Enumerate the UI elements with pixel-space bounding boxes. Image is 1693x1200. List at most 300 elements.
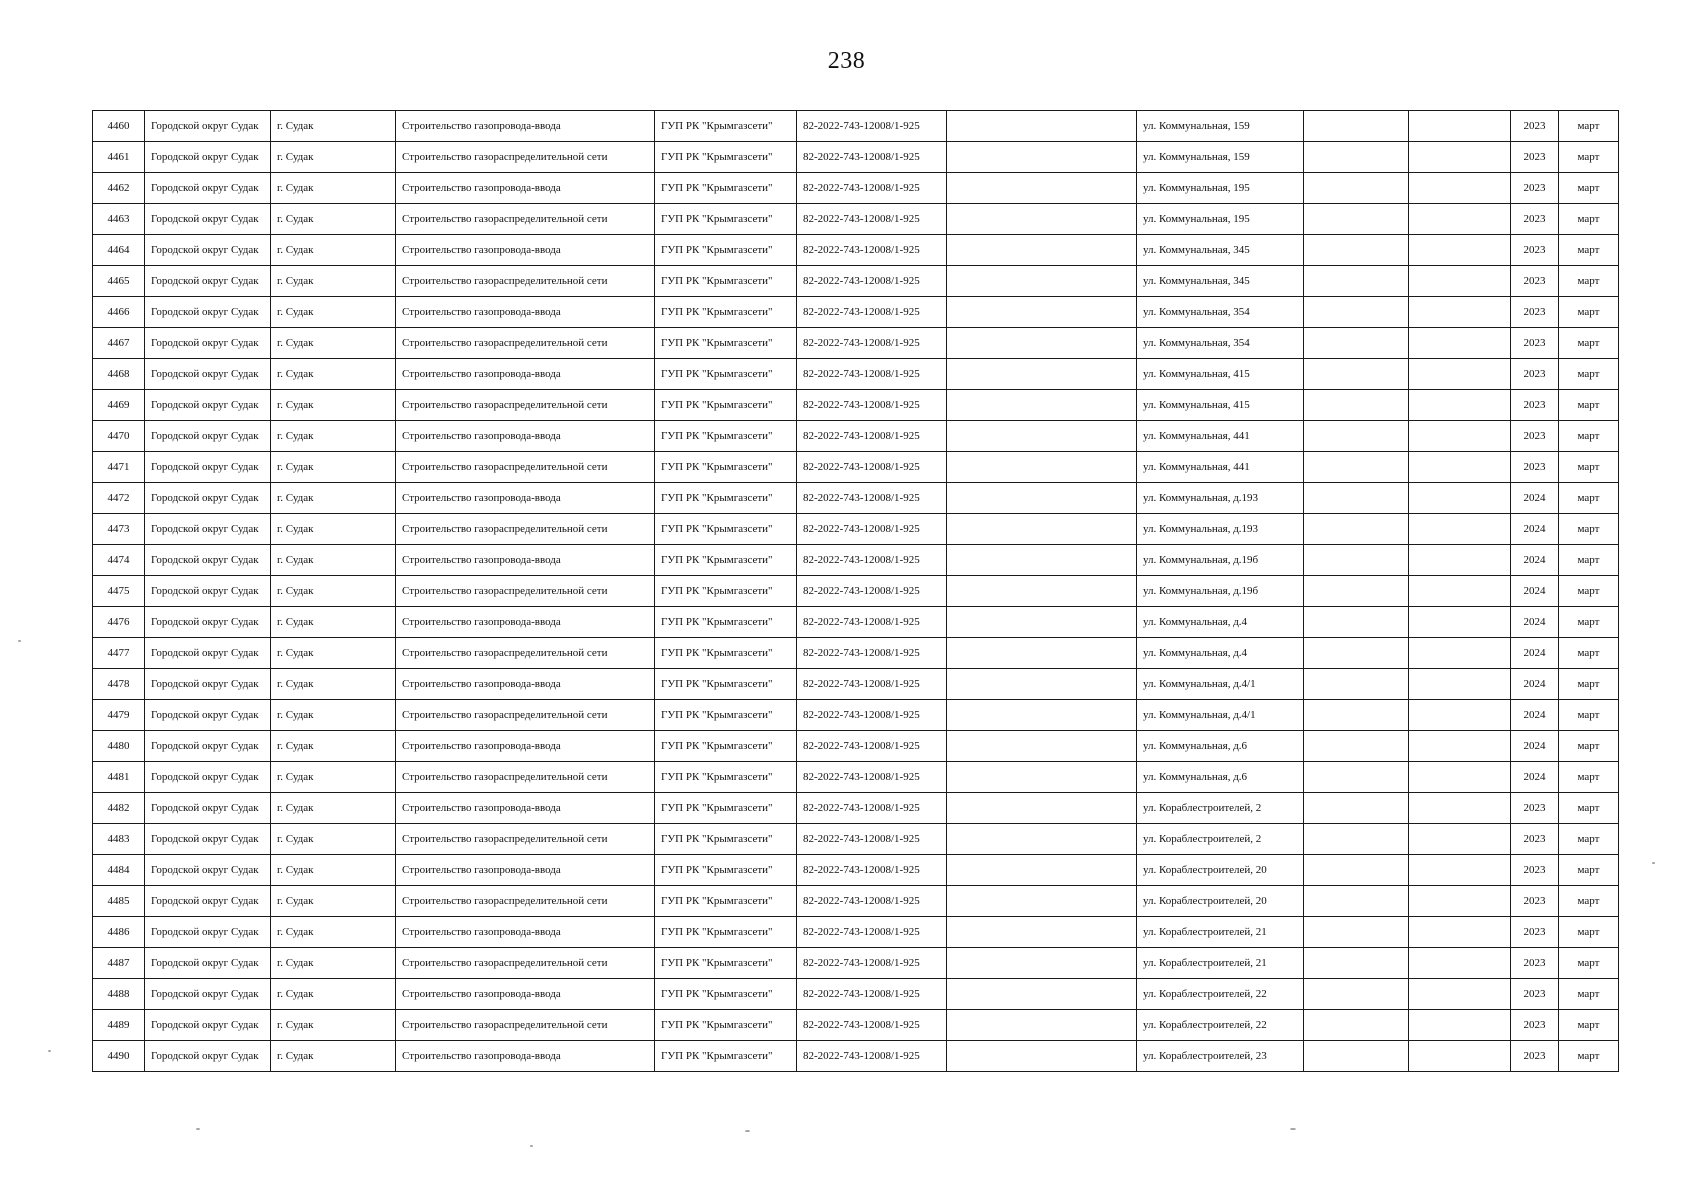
empty-cell <box>1409 979 1511 1010</box>
empty-cell <box>947 545 1137 576</box>
address-cell: ул. Коммунальная, 345 <box>1137 235 1304 266</box>
address-cell: ул. Коммунальная, 415 <box>1137 359 1304 390</box>
month-cell: март <box>1559 545 1619 576</box>
empty-cell <box>947 111 1137 142</box>
program-code-cell: 82-2022-743-12008/1-925 <box>797 452 947 483</box>
program-code-cell: 82-2022-743-12008/1-925 <box>797 173 947 204</box>
organization-cell: ГУП РК "Крымгазсети" <box>655 297 797 328</box>
district-cell: Городской округ Судак <box>145 359 271 390</box>
organization-cell: ГУП РК "Крымгазсети" <box>655 235 797 266</box>
page-number: 238 <box>827 48 866 74</box>
empty-cell <box>947 824 1137 855</box>
city-cell: г. Судак <box>271 886 396 917</box>
month-cell: март <box>1559 886 1619 917</box>
empty-cell <box>947 483 1137 514</box>
organization-cell: ГУП РК "Крымгазсети" <box>655 576 797 607</box>
empty-cell <box>947 762 1137 793</box>
organization-cell: ГУП РК "Крымгазсети" <box>655 266 797 297</box>
empty-cell <box>1304 793 1409 824</box>
table-row <box>93 855 1619 886</box>
address-cell: ул. Кораблестроителей, 20 <box>1137 886 1304 917</box>
year-cell: 2023 <box>1511 421 1559 452</box>
district-cell: Городской округ Судак <box>145 483 271 514</box>
organization-cell: ГУП РК "Крымгазсети" <box>655 390 797 421</box>
empty-cell <box>1409 607 1511 638</box>
empty-cell <box>947 886 1137 917</box>
district-cell: Городской округ Судак <box>145 111 271 142</box>
work-type-cell: Строительство газопровода-ввода <box>396 421 655 452</box>
city-cell: г. Судак <box>271 638 396 669</box>
empty-cell <box>1304 390 1409 421</box>
address-cell: ул. Коммунальная, д.6 <box>1137 762 1304 793</box>
row-number: 4481 <box>93 762 145 793</box>
program-code-cell: 82-2022-743-12008/1-925 <box>797 793 947 824</box>
empty-cell <box>1304 886 1409 917</box>
year-cell: 2023 <box>1511 111 1559 142</box>
city-cell: г. Судак <box>271 452 396 483</box>
empty-cell <box>1304 1010 1409 1041</box>
row-number: 4473 <box>93 514 145 545</box>
table-row <box>93 700 1619 731</box>
work-type-cell: Строительство газораспределительной сети <box>396 576 655 607</box>
empty-cell <box>1409 297 1511 328</box>
district-cell: Городской округ Судак <box>145 607 271 638</box>
district-cell: Городской округ Судак <box>145 576 271 607</box>
district-cell: Городской округ Судак <box>145 266 271 297</box>
district-cell: Городской округ Судак <box>145 886 271 917</box>
address-cell: ул. Коммунальная, д.4 <box>1137 638 1304 669</box>
district-cell: Городской округ Судак <box>145 545 271 576</box>
organization-cell: ГУП РК "Крымгазсети" <box>655 1041 797 1072</box>
empty-cell <box>1409 142 1511 173</box>
program-code-cell: 82-2022-743-12008/1-925 <box>797 731 947 762</box>
month-cell: март <box>1559 297 1619 328</box>
year-cell: 2023 <box>1511 173 1559 204</box>
year-cell: 2024 <box>1511 669 1559 700</box>
empty-cell <box>947 390 1137 421</box>
city-cell: г. Судак <box>271 390 396 421</box>
work-type-cell: Строительство газопровода-ввода <box>396 979 655 1010</box>
empty-cell <box>1409 545 1511 576</box>
empty-cell <box>947 1041 1137 1072</box>
empty-cell <box>947 638 1137 669</box>
address-cell: ул. Кораблестроителей, 22 <box>1137 979 1304 1010</box>
organization-cell: ГУП РК "Крымгазсети" <box>655 421 797 452</box>
district-cell: Городской округ Судак <box>145 142 271 173</box>
organization-cell: ГУП РК "Крымгазсети" <box>655 204 797 235</box>
month-cell: март <box>1559 793 1619 824</box>
address-cell: ул. Коммунальная, д.19б <box>1137 545 1304 576</box>
city-cell: г. Судак <box>271 328 396 359</box>
organization-cell: ГУП РК "Крымгазсети" <box>655 886 797 917</box>
empty-cell <box>1409 173 1511 204</box>
empty-cell <box>947 607 1137 638</box>
city-cell: г. Судак <box>271 917 396 948</box>
table-row <box>93 514 1619 545</box>
city-cell: г. Судак <box>271 173 396 204</box>
district-cell: Городской округ Судак <box>145 235 271 266</box>
empty-cell <box>1304 700 1409 731</box>
program-code-cell: 82-2022-743-12008/1-925 <box>797 824 947 855</box>
city-cell: г. Судак <box>271 979 396 1010</box>
month-cell: март <box>1559 824 1619 855</box>
program-code-cell: 82-2022-743-12008/1-925 <box>797 855 947 886</box>
work-type-cell: Строительство газораспределительной сети <box>396 328 655 359</box>
organization-cell: ГУП РК "Крымгазсети" <box>655 607 797 638</box>
table-row <box>93 1041 1619 1072</box>
row-number: 4479 <box>93 700 145 731</box>
table-row <box>93 1010 1619 1041</box>
row-number: 4477 <box>93 638 145 669</box>
row-number: 4478 <box>93 669 145 700</box>
address-cell: ул. Кораблестроителей, 21 <box>1137 948 1304 979</box>
row-number: 4460 <box>93 111 145 142</box>
work-type-cell: Строительство газопровода-ввода <box>396 483 655 514</box>
program-code-cell: 82-2022-743-12008/1-925 <box>797 390 947 421</box>
table-row <box>93 483 1619 514</box>
row-number: 4482 <box>93 793 145 824</box>
work-type-cell: Строительство газопровода-ввода <box>396 297 655 328</box>
district-cell: Городской округ Судак <box>145 855 271 886</box>
district-cell: Городской округ Судак <box>145 638 271 669</box>
address-cell: ул. Кораблестроителей, 22 <box>1137 1010 1304 1041</box>
district-cell: Городской округ Судак <box>145 421 271 452</box>
work-type-cell: Строительство газораспределительной сети <box>396 824 655 855</box>
table-row <box>93 886 1619 917</box>
program-code-cell: 82-2022-743-12008/1-925 <box>797 514 947 545</box>
address-cell: ул. Коммунальная, 159 <box>1137 142 1304 173</box>
year-cell: 2024 <box>1511 700 1559 731</box>
work-type-cell: Строительство газораспределительной сети <box>396 390 655 421</box>
scan-speck <box>1652 862 1655 864</box>
empty-cell <box>1304 421 1409 452</box>
address-cell: ул. Коммунальная, д.19б <box>1137 576 1304 607</box>
work-type-cell: Строительство газопровода-ввода <box>396 1041 655 1072</box>
empty-cell <box>1304 142 1409 173</box>
empty-cell <box>947 669 1137 700</box>
address-cell: ул. Кораблестроителей, 2 <box>1137 824 1304 855</box>
city-cell: г. Судак <box>271 576 396 607</box>
scan-speck <box>48 1050 51 1052</box>
empty-cell <box>1304 514 1409 545</box>
scan-speck <box>18 640 21 642</box>
month-cell: март <box>1559 669 1619 700</box>
city-cell: г. Судак <box>271 762 396 793</box>
empty-cell <box>1409 731 1511 762</box>
month-cell: март <box>1559 1041 1619 1072</box>
table-row <box>93 111 1619 142</box>
year-cell: 2023 <box>1511 297 1559 328</box>
row-number: 4488 <box>93 979 145 1010</box>
year-cell: 2024 <box>1511 514 1559 545</box>
empty-cell <box>1409 700 1511 731</box>
year-cell: 2023 <box>1511 886 1559 917</box>
empty-cell <box>1304 111 1409 142</box>
row-number: 4462 <box>93 173 145 204</box>
row-number: 4480 <box>93 731 145 762</box>
program-code-cell: 82-2022-743-12008/1-925 <box>797 266 947 297</box>
empty-cell <box>1409 1010 1511 1041</box>
empty-cell <box>947 328 1137 359</box>
row-number: 4467 <box>93 328 145 359</box>
work-type-cell: Строительство газораспределительной сети <box>396 452 655 483</box>
empty-cell <box>1304 483 1409 514</box>
address-cell: ул. Коммунальная, 354 <box>1137 297 1304 328</box>
address-cell: ул. Коммунальная, 345 <box>1137 266 1304 297</box>
row-number: 4475 <box>93 576 145 607</box>
city-cell: г. Судак <box>271 1041 396 1072</box>
district-cell: Городской округ Судак <box>145 762 271 793</box>
empty-cell <box>1409 824 1511 855</box>
district-cell: Городской округ Судак <box>145 328 271 359</box>
organization-cell: ГУП РК "Крымгазсети" <box>655 824 797 855</box>
scan-speck <box>196 1128 200 1130</box>
empty-cell <box>1304 979 1409 1010</box>
empty-cell <box>947 266 1137 297</box>
year-cell: 2023 <box>1511 979 1559 1010</box>
empty-cell <box>947 731 1137 762</box>
address-cell: ул. Коммунальная, 415 <box>1137 390 1304 421</box>
table-row <box>93 297 1619 328</box>
month-cell: март <box>1559 142 1619 173</box>
year-cell: 2023 <box>1511 855 1559 886</box>
empty-cell <box>947 948 1137 979</box>
empty-cell <box>947 979 1137 1010</box>
program-code-cell: 82-2022-743-12008/1-925 <box>797 545 947 576</box>
address-cell: ул. Коммунальная, 195 <box>1137 173 1304 204</box>
program-code-cell: 82-2022-743-12008/1-925 <box>797 979 947 1010</box>
organization-cell: ГУП РК "Крымгазсети" <box>655 111 797 142</box>
row-number: 4489 <box>93 1010 145 1041</box>
work-type-cell: Строительство газораспределительной сети <box>396 762 655 793</box>
work-type-cell: Строительство газопровода-ввода <box>396 731 655 762</box>
empty-cell <box>947 359 1137 390</box>
month-cell: март <box>1559 390 1619 421</box>
empty-cell <box>1409 359 1511 390</box>
empty-cell <box>1409 111 1511 142</box>
row-number: 4465 <box>93 266 145 297</box>
program-code-cell: 82-2022-743-12008/1-925 <box>797 483 947 514</box>
program-code-cell: 82-2022-743-12008/1-925 <box>797 421 947 452</box>
month-cell: март <box>1559 917 1619 948</box>
address-cell: ул. Коммунальная, д.4 <box>1137 607 1304 638</box>
register-table <box>92 110 1619 1072</box>
city-cell: г. Судак <box>271 483 396 514</box>
month-cell: март <box>1559 483 1619 514</box>
empty-cell <box>947 917 1137 948</box>
program-code-cell: 82-2022-743-12008/1-925 <box>797 111 947 142</box>
empty-cell <box>947 173 1137 204</box>
empty-cell <box>947 452 1137 483</box>
row-number: 4472 <box>93 483 145 514</box>
table-row <box>93 142 1619 173</box>
organization-cell: ГУП РК "Крымгазсети" <box>655 948 797 979</box>
address-cell: ул. Коммунальная, д.4/1 <box>1137 669 1304 700</box>
program-code-cell: 82-2022-743-12008/1-925 <box>797 638 947 669</box>
row-number: 4483 <box>93 824 145 855</box>
program-code-cell: 82-2022-743-12008/1-925 <box>797 1010 947 1041</box>
empty-cell <box>947 421 1137 452</box>
year-cell: 2024 <box>1511 576 1559 607</box>
year-cell: 2024 <box>1511 762 1559 793</box>
month-cell: март <box>1559 700 1619 731</box>
month-cell: март <box>1559 452 1619 483</box>
year-cell: 2023 <box>1511 452 1559 483</box>
empty-cell <box>1304 607 1409 638</box>
table-row <box>93 204 1619 235</box>
row-number: 4487 <box>93 948 145 979</box>
empty-cell <box>947 576 1137 607</box>
empty-cell <box>1304 204 1409 235</box>
table-row <box>93 328 1619 359</box>
empty-cell <box>1304 576 1409 607</box>
year-cell: 2023 <box>1511 793 1559 824</box>
empty-cell <box>1409 452 1511 483</box>
empty-cell <box>1304 173 1409 204</box>
work-type-cell: Строительство газопровода-ввода <box>396 917 655 948</box>
empty-cell <box>1304 235 1409 266</box>
program-code-cell: 82-2022-743-12008/1-925 <box>797 762 947 793</box>
address-cell: ул. Кораблестроителей, 2 <box>1137 793 1304 824</box>
month-cell: март <box>1559 576 1619 607</box>
work-type-cell: Строительство газопровода-ввода <box>396 669 655 700</box>
table-row <box>93 421 1619 452</box>
empty-cell <box>1304 328 1409 359</box>
register-rows <box>93 111 1619 1072</box>
empty-cell <box>1409 855 1511 886</box>
district-cell: Городской округ Судак <box>145 948 271 979</box>
address-cell: ул. Коммунальная, д.6 <box>1137 731 1304 762</box>
year-cell: 2024 <box>1511 607 1559 638</box>
work-type-cell: Строительство газораспределительной сети <box>396 142 655 173</box>
organization-cell: ГУП РК "Крымгазсети" <box>655 855 797 886</box>
year-cell: 2024 <box>1511 483 1559 514</box>
address-cell: ул. Коммунальная, 354 <box>1137 328 1304 359</box>
year-cell: 2023 <box>1511 948 1559 979</box>
city-cell: г. Судак <box>271 824 396 855</box>
city-cell: г. Судак <box>271 793 396 824</box>
city-cell: г. Судак <box>271 514 396 545</box>
organization-cell: ГУП РК "Крымгазсети" <box>655 173 797 204</box>
address-cell: ул. Кораблестроителей, 21 <box>1137 917 1304 948</box>
city-cell: г. Судак <box>271 855 396 886</box>
table-row <box>93 266 1619 297</box>
empty-cell <box>947 204 1137 235</box>
scan-speck <box>530 1145 533 1147</box>
city-cell: г. Судак <box>271 421 396 452</box>
month-cell: март <box>1559 1010 1619 1041</box>
empty-cell <box>1409 390 1511 421</box>
empty-cell <box>1304 731 1409 762</box>
work-type-cell: Строительство газораспределительной сети <box>396 638 655 669</box>
empty-cell <box>947 855 1137 886</box>
program-code-cell: 82-2022-743-12008/1-925 <box>797 917 947 948</box>
work-type-cell: Строительство газораспределительной сети <box>396 204 655 235</box>
program-code-cell: 82-2022-743-12008/1-925 <box>797 886 947 917</box>
scan-speck <box>745 1130 750 1132</box>
year-cell: 2023 <box>1511 824 1559 855</box>
program-code-cell: 82-2022-743-12008/1-925 <box>797 235 947 266</box>
year-cell: 2023 <box>1511 1010 1559 1041</box>
month-cell: март <box>1559 266 1619 297</box>
year-cell: 2023 <box>1511 1041 1559 1072</box>
work-type-cell: Строительство газопровода-ввода <box>396 793 655 824</box>
district-cell: Городской округ Судак <box>145 917 271 948</box>
address-cell: ул. Коммунальная, 441 <box>1137 452 1304 483</box>
empty-cell <box>1304 669 1409 700</box>
organization-cell: ГУП РК "Крымгазсети" <box>655 359 797 390</box>
month-cell: март <box>1559 762 1619 793</box>
work-type-cell: Строительство газопровода-ввода <box>396 235 655 266</box>
work-type-cell: Строительство газораспределительной сети <box>396 266 655 297</box>
empty-cell <box>1304 545 1409 576</box>
table-row <box>93 452 1619 483</box>
empty-cell <box>1409 204 1511 235</box>
row-number: 4474 <box>93 545 145 576</box>
table-row <box>93 793 1619 824</box>
table-row <box>93 824 1619 855</box>
city-cell: г. Судак <box>271 297 396 328</box>
city-cell: г. Судак <box>271 142 396 173</box>
district-cell: Городской округ Судак <box>145 731 271 762</box>
empty-cell <box>947 514 1137 545</box>
year-cell: 2024 <box>1511 638 1559 669</box>
month-cell: март <box>1559 514 1619 545</box>
empty-cell <box>1304 948 1409 979</box>
program-code-cell: 82-2022-743-12008/1-925 <box>797 297 947 328</box>
empty-cell <box>1304 917 1409 948</box>
program-code-cell: 82-2022-743-12008/1-925 <box>797 669 947 700</box>
city-cell: г. Судак <box>271 669 396 700</box>
table-row <box>93 731 1619 762</box>
district-cell: Городской округ Судак <box>145 452 271 483</box>
organization-cell: ГУП РК "Крымгазсети" <box>655 979 797 1010</box>
scan-speck <box>1290 1128 1296 1130</box>
month-cell: март <box>1559 731 1619 762</box>
empty-cell <box>1409 669 1511 700</box>
table-row <box>93 762 1619 793</box>
organization-cell: ГУП РК "Крымгазсети" <box>655 142 797 173</box>
address-cell: ул. Коммунальная, д.193 <box>1137 483 1304 514</box>
row-number: 4469 <box>93 390 145 421</box>
organization-cell: ГУП РК "Крымгазсети" <box>655 545 797 576</box>
year-cell: 2023 <box>1511 328 1559 359</box>
program-code-cell: 82-2022-743-12008/1-925 <box>797 204 947 235</box>
city-cell: г. Судак <box>271 111 396 142</box>
empty-cell <box>1409 886 1511 917</box>
work-type-cell: Строительство газопровода-ввода <box>396 173 655 204</box>
city-cell: г. Судак <box>271 204 396 235</box>
organization-cell: ГУП РК "Крымгазсети" <box>655 917 797 948</box>
organization-cell: ГУП РК "Крымгазсети" <box>655 669 797 700</box>
month-cell: март <box>1559 421 1619 452</box>
table-row <box>93 390 1619 421</box>
program-code-cell: 82-2022-743-12008/1-925 <box>797 359 947 390</box>
year-cell: 2024 <box>1511 545 1559 576</box>
empty-cell <box>1409 762 1511 793</box>
empty-cell <box>1409 917 1511 948</box>
work-type-cell: Строительство газопровода-ввода <box>396 855 655 886</box>
row-number: 4490 <box>93 1041 145 1072</box>
row-number: 4485 <box>93 886 145 917</box>
month-cell: март <box>1559 979 1619 1010</box>
row-number: 4464 <box>93 235 145 266</box>
organization-cell: ГУП РК "Крымгазсети" <box>655 731 797 762</box>
empty-cell <box>1304 824 1409 855</box>
district-cell: Городской округ Судак <box>145 204 271 235</box>
year-cell: 2023 <box>1511 204 1559 235</box>
table-row <box>93 576 1619 607</box>
